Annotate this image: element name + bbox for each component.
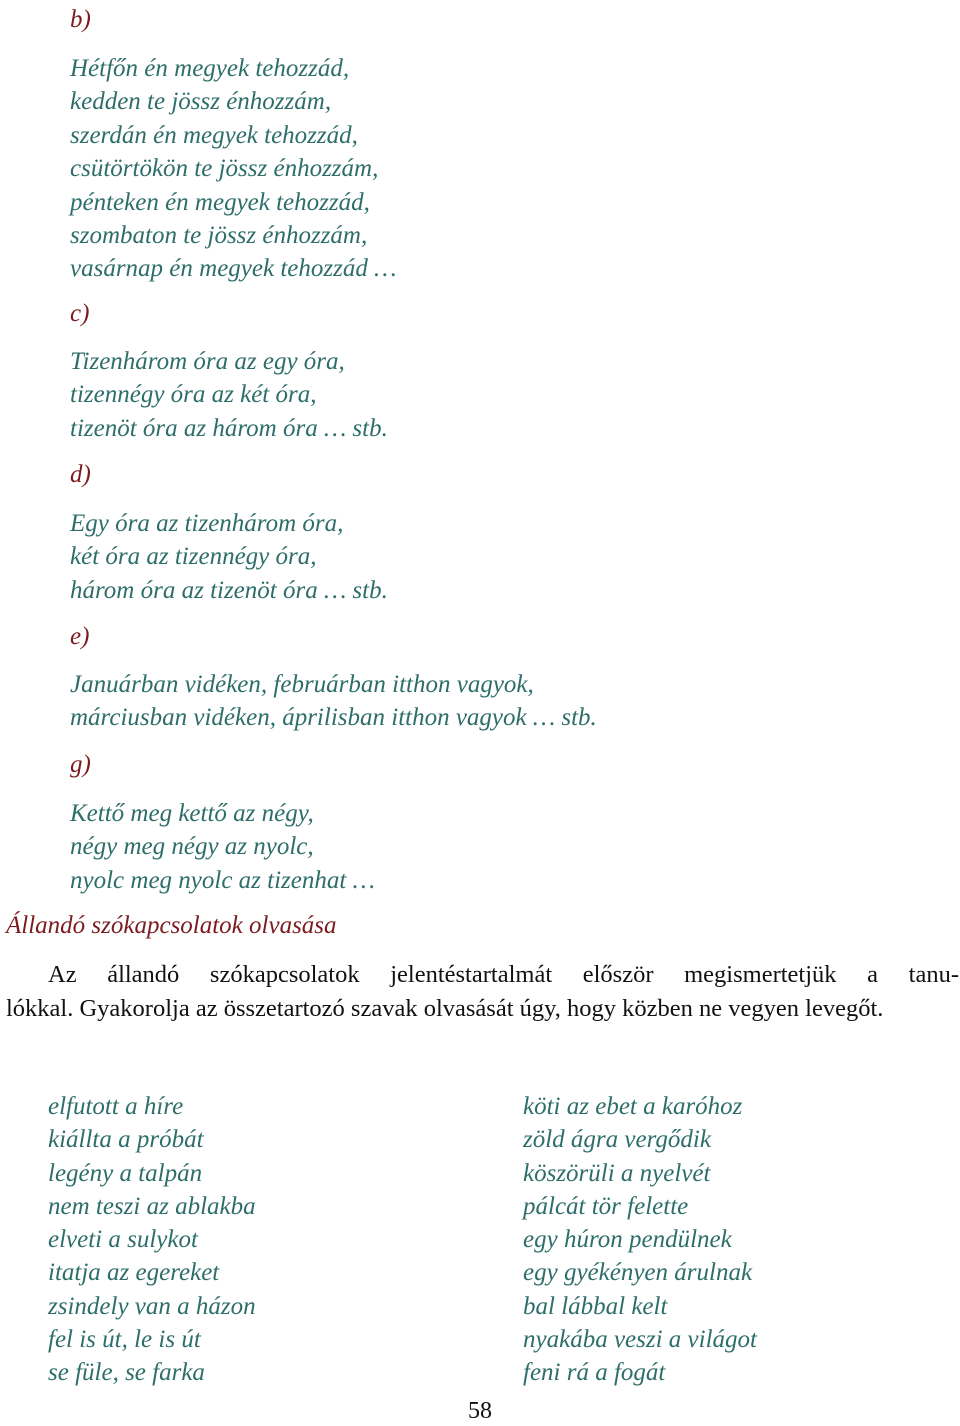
verse-d — [70, 507, 388, 607]
phrase-item: feni rá a fogát — [523, 1359, 666, 1387]
phrase-list-left — [48, 1090, 256, 1390]
paragraph-line-1: Az állandó szókapcsolatok jelentéstartalmát először megismertetjük a tanu- — [48, 961, 959, 988]
verse-b — [70, 52, 396, 286]
verse-line: Hétfőn én megyek tehozzád, — [70, 55, 350, 82]
verse-line: Tizenhárom óra az egy óra, — [70, 348, 345, 375]
phrase-item: bal lábbal kelt — [523, 1292, 668, 1320]
verse-line: márciusban vidéken, áprilisban itthon vagyok … stb. — [70, 704, 597, 732]
phrase-item: zsindely van a házon — [48, 1292, 256, 1320]
phrase-item: pálcát tör felette — [523, 1192, 689, 1220]
page-number: 58 — [468, 1398, 492, 1424]
section-label-e: e) — [70, 623, 90, 650]
verse-line: Egy óra az tizenhárom óra, — [70, 510, 344, 537]
verse-line: Kettő meg kettő az négy, — [70, 800, 314, 827]
verse-line: csütörtökön te jössz énhozzám, — [70, 155, 379, 183]
phrase-item: zöld ágra vergődik — [523, 1126, 711, 1154]
phrase-item: nyakába veszi a világot — [523, 1326, 757, 1354]
paragraph-rest: lókkal. Gyakorolja az összetartozó szavak olvasását úgy, hogy közben ne vegyen levegőt. — [6, 994, 884, 1022]
phrase-item: egy húron pendülnek — [523, 1226, 732, 1254]
phrase-list-right — [523, 1090, 757, 1390]
verse-line: szombaton te jössz énhozzám, — [70, 222, 368, 250]
phrase-item: itatja az egereket — [48, 1259, 220, 1287]
instruction-paragraph — [6, 958, 959, 1025]
phrase-item: elfutott a híre — [48, 1093, 184, 1120]
verse-line: három óra az tizenöt óra … stb. — [70, 576, 388, 604]
phrase-item: nem teszi az ablakba — [48, 1192, 256, 1220]
phrase-item: köti az ebet a karóhoz — [523, 1093, 743, 1120]
verse-line: kedden te jössz énhozzám, — [70, 88, 332, 116]
verse-line: pénteken én megyek tehozzád, — [70, 188, 370, 216]
section-label-d: d) — [70, 461, 91, 488]
section-label-g: g) — [70, 751, 91, 778]
phrase-item: legény a talpán — [48, 1159, 203, 1187]
phrase-item: elveti a sulykot — [48, 1226, 198, 1254]
verse-line: két óra az tizennégy óra, — [70, 543, 317, 571]
verse-line: nyolc meg nyolc az tizenhat … — [70, 866, 375, 894]
phrase-item: se füle, se farka — [48, 1359, 205, 1387]
section-heading: Állandó szókapcsolatok olvasása — [6, 912, 337, 939]
verse-g — [70, 797, 375, 897]
section-label-c: c) — [70, 300, 90, 327]
verse-line: tizenöt óra az három óra … stb. — [70, 414, 388, 442]
verse-c — [70, 345, 388, 445]
verse-line: négy meg négy az nyolc, — [70, 833, 314, 861]
phrase-item: köszörüli a nyelvét — [523, 1159, 711, 1187]
verse-e — [70, 668, 597, 735]
verse-line: szerdán én megyek tehozzád, — [70, 121, 358, 149]
verse-line: vasárnap én megyek tehozzád … — [70, 255, 397, 283]
verse-line: tizennégy óra az két óra, — [70, 381, 317, 409]
phrase-item: fel is út, le is út — [48, 1326, 201, 1354]
phrase-item: egy gyékényen árulnak — [523, 1259, 753, 1287]
section-label-b: b) — [70, 6, 91, 33]
phrase-item: kiállta a próbát — [48, 1126, 204, 1154]
verse-line: Januárban vidéken, februárban itthon vagyok, — [70, 671, 534, 698]
